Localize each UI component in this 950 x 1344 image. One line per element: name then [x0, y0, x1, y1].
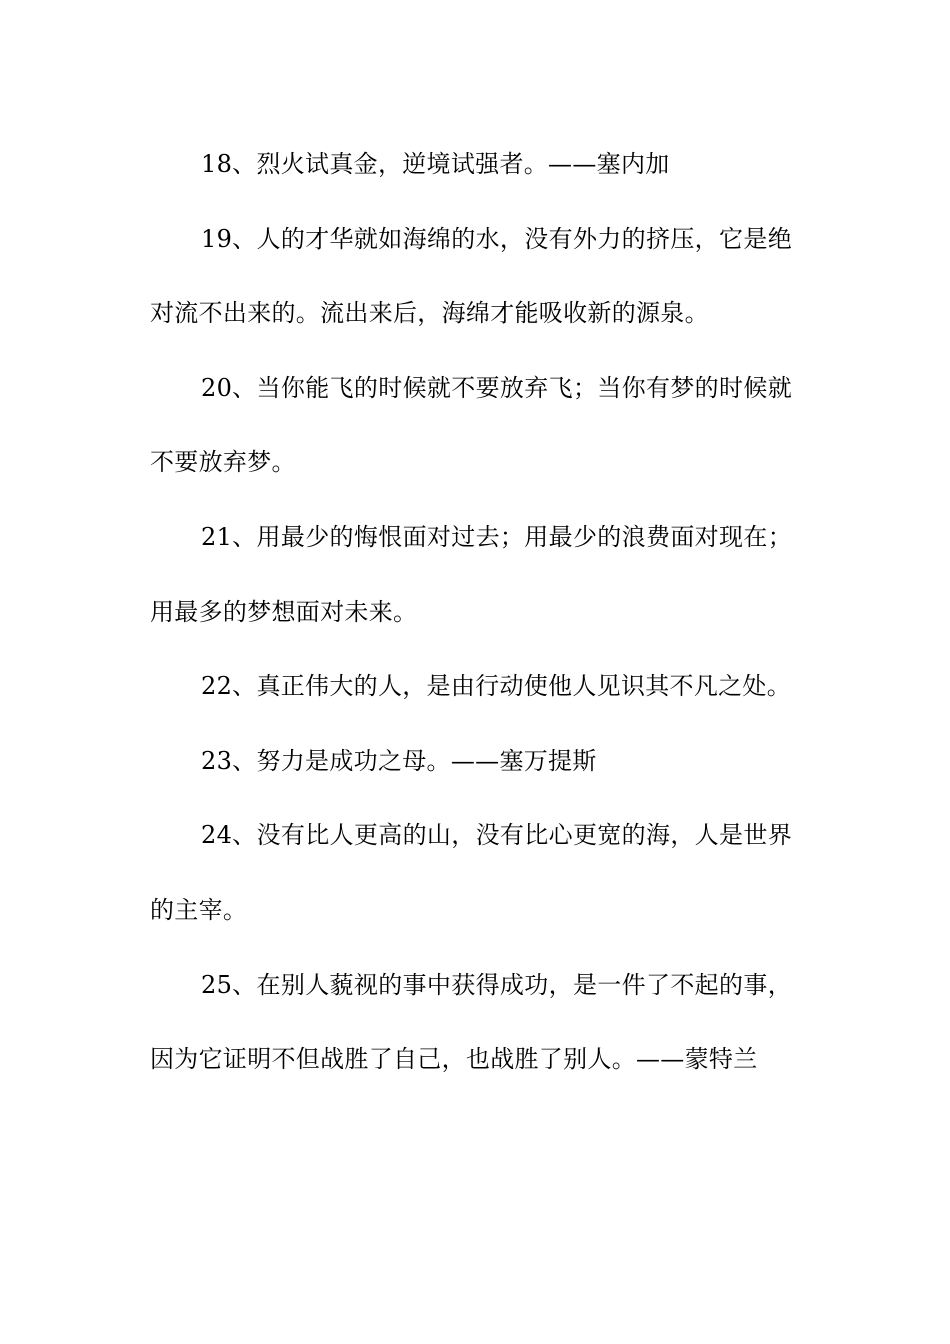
quote-paragraph-21: 21、用最少的悔恨面对过去；用最少的浪费面对现在；用最多的梦想面对未来。 — [150, 522, 792, 626]
quote-paragraph-23: 23、努力是成功之母。——塞万提斯 — [201, 746, 597, 775]
quote-paragraph-25: 25、在别人藐视的事中获得成功，是一件了不起的事，因为它证明不但战胜了自己，也战胜了别人。——蒙特兰 — [150, 970, 792, 1074]
quote-paragraph-20: 20、当你能飞的时候就不要放弃飞；当你有梦的时候就不要放弃梦。 — [150, 373, 792, 477]
document-body — [150, 127, 792, 1097]
quote-paragraph-24: 24、没有比人更高的山，没有比心更宽的海，人是世界的主宰。 — [150, 821, 792, 924]
quote-paragraph-19: 19、人的才华就如海绵的水，没有外力的挤压，它是绝对流不出来的。流出来后，海绵才能吸收新的源泉。 — [150, 224, 792, 328]
quote-paragraph-18: 18、烈火试真金，逆境试强者。——塞内加 — [201, 150, 670, 178]
quote-paragraph-22: 22、真正伟大的人，是由行动使他人见识其不凡之处。 — [201, 672, 792, 701]
